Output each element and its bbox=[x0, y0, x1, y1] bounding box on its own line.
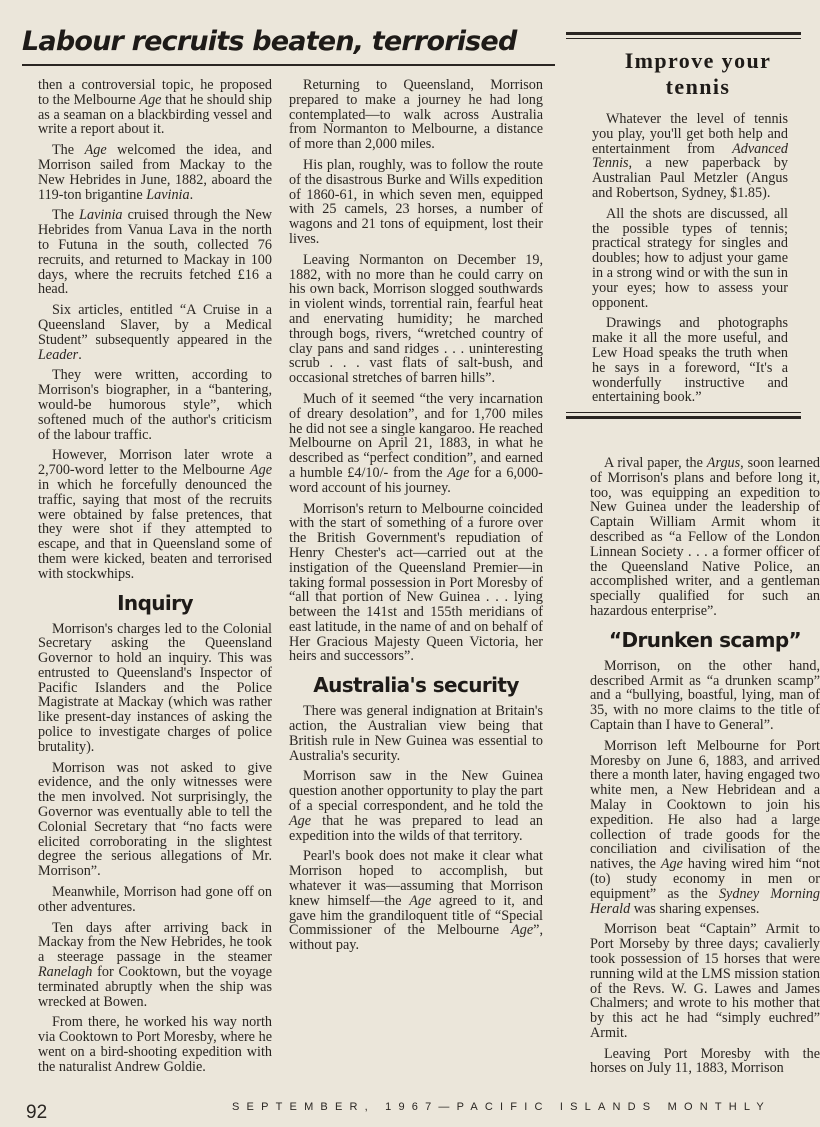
tennis-book-box bbox=[578, 30, 818, 411]
paragraph: The Lavinia cruised through the New Hebrides from Vanua Lava in the north to Futuna in the south, collected 76 recruits, and returned to Mackay in 100 days, where the recruits fetched £16 a head. bbox=[38, 207, 273, 298]
paragraph: Morrison's return to Melbourne coincided with the start of something of a furore over the British Government's repudiation of Henry Chester's act—carried out at the instigation of the Queensland Premier—in taking formal possession in Port Moresby of “all that portion of New Guinea . . . lying between the 141st and 155th meridians of east latitude, in the name of and on behalf of Her Gracious Majesty Queen Victoria, her heirs and successors”. bbox=[289, 500, 543, 665]
paragraph: From there, he worked his way north via Cooktown to Port Moresby, where he went on a bird-shooting expedition with the naturalist Andrew Goldie. bbox=[38, 1014, 272, 1075]
paragraph: Whatever the level of tennis you play, you'll get both help and entertainment from Advanced Tennis, a new paperback by Australian Paul Metzler (Angus and Robertson, Sydney, $1.85). bbox=[592, 111, 788, 201]
paragraph: All the shots are discussed, all the possible types of tennis; practical strategy for singles and doubles; how to adjust your game in a strong wind or with the sun in your eyes; how to assess your opponent. bbox=[592, 205, 788, 311]
paragraph: There was general indignation at Britain's action, the Australian view being that British rule in New Guinea was essential to Australia's security. bbox=[289, 703, 543, 764]
paragraph: Leaving Port Moresby with the horses on July 11, 1883, Morrison bbox=[590, 1045, 820, 1077]
paragraph: Morrison saw in the New Guinea question another opportunity to play the part of a special correspondent, and he told the Age that he was prepared to lead an expedition into the wilds of that territory. bbox=[289, 768, 543, 844]
paragraph: The Age welcomed the idea, and Morrison sailed from Mackay to the New Hebrides in June, 1882, aboard the 119-ton brigantine Lavinia. bbox=[38, 142, 272, 203]
article-column-2 bbox=[289, 78, 543, 959]
paragraph: They were written, according to Morrison's biographer, in a “bantering, would-be humorous style”, which softened much of the author's criticism of the labour traffic. bbox=[38, 367, 272, 443]
paragraph: However, Morrison later wrote a 2,700-word letter to the Melbourne Age in which he forcefully denounced the traffic, saying that most of the recruits were obtained by false pretences, that they were shot if they attempted to escape, and that in Queensland some of them were kicked, beaten and terrorised with stockwhips. bbox=[38, 447, 272, 582]
headline-rule bbox=[22, 64, 555, 66]
page-number: 92 bbox=[26, 1102, 48, 1123]
article-column-3 bbox=[590, 456, 820, 1082]
paragraph: Much of it seemed “the very incarnation of dreary desolation”, and for 1,700 miles he did not see a single kangaroo. He reached Melbourne on April 21, 1883, in what he described as “perfect condition”, and earned a humble £4/10/- from the Age for a 6,000-word account of his journey. bbox=[289, 390, 543, 496]
paragraph: Morrison left Melbourne for Port Moresby on June 6, 1883, and arrived there a month later, having engaged two white men, a New Hebridean and a Malay in Cooktown to join his expedition. He also had a large collection of trade goods for the conciliation and civilisation of the natives, the Age having wired him “not (to) study economy in men or equipment” as the Sydney Morning Herald was sharing expenses. bbox=[590, 737, 820, 917]
paragraph: His plan, roughly, was to follow the route of the disastrous Burke and Wills expedition of 1860-61, in which seven men, equipped with 25 camels, 23 horses, a number of wagons and 21 tons of equipment, lost their lives. bbox=[289, 156, 543, 247]
box-bottom-rule-thick bbox=[566, 416, 801, 419]
paragraph: Meanwhile, Morrison had gone off on other adventures. bbox=[38, 884, 272, 915]
paragraph: Morrison was not asked to give evidence, and the only witnesses were the men involved. Not surprisingly, the Governor was eventually able to tell the Colonial Secretary that “no facts were elicited corroborating in the slightest degree the serious allegations of Mr. Morrison”. bbox=[38, 759, 272, 880]
paragraph: Returning to Queensland, Morrison prepared to make a journey he had long contemplated—to walk across Australia from Normanton to Melbourne, a distance of more than 2,000 miles. bbox=[289, 77, 543, 153]
paragraph: Morrison, on the other hand, described Armit as “a drunken scamp” and a “bullying, boastful, lying, man of 35, with no more claims to the title of Captain than I have to General”. bbox=[590, 657, 820, 733]
paragraph: A rival paper, the Argus, soon learned of Morrison's plans and before long it, too, was equipping an expedition to New Guinea under the leadership of Captain William Armit whom it described as “a Fellow of the London Linnean Society . . . a former officer of the Queensland Native Police, an accomplished writer, and a gentleman specially qualified for such an hazardous enterprise”. bbox=[590, 455, 820, 619]
article-headline: Labour recruits beaten, terrorised bbox=[22, 26, 517, 57]
box-bottom-rule-thin bbox=[566, 412, 801, 413]
box-title: Improve your tennis bbox=[624, 48, 772, 99]
running-footer: SEPTEMBER, 1967—PACIFIC ISLANDS MONTHLY bbox=[232, 1101, 771, 1113]
subheading-australias-security: Australia's security bbox=[313, 673, 519, 698]
paragraph: Morrison's charges led to the Colonial Secretary asking the Queensland Governor to hold an inquiry. This was entrusted to Queensland's Inspector of Pacific Islanders and the Police Magistrate at Mackay (which was rather like present-day instances of asking the police to investigate charges of police brutality). bbox=[38, 620, 272, 755]
article-column-1 bbox=[38, 78, 272, 1081]
paragraph: Six articles, entitled “A Cruise in a Queensland Slaver, by a Medical Student” subsequently appeared in the Leader. bbox=[38, 302, 272, 363]
paragraph: Ten days after arriving back in Mackay from the New Hebrides, he took a steerage passage in the steamer Ranelagh for Cooktown, but the voyage terminated abruptly when the ship was wrecked at Bowen. bbox=[38, 919, 272, 1010]
subheading-drunken-scamp: “Drunken scamp” bbox=[608, 627, 802, 652]
paragraph: Morrison beat “Captain” Armit to Port Morseby by three days; cavalierly took possession of 15 horses that were running wild at the LMS mission station of the Revs. W. G. Lawes and James Chalmers; and wrote to his mother that by this act he had “simply euchred” Armit. bbox=[590, 921, 820, 1041]
box-body bbox=[592, 112, 788, 405]
paragraph: Leaving Normanton on December 19, 1882, with no more than he could carry on his own back, Morrison slogged southwards in violent winds, torrential rain, fearful heat and enervating humidity; he marched through bogs, rivers, “wretched country of clay pans and sand ridges . . . uninteresting scrub . . . vast flats of salt-bush, and occasional stretches of barren hills”. bbox=[289, 251, 543, 387]
paragraph: Drawings and photographs make it all the more useful, and Lew Hoad speaks the truth when he says in a foreword, “It's a wonderfully instructive and entertaining book.” bbox=[592, 315, 788, 406]
paragraph: then a controversial topic, he proposed to the Melbourne Age that he should ship as a seaman on a blackbirding vessel and write a report about it. bbox=[38, 77, 272, 138]
subheading-inquiry: Inquiry bbox=[117, 590, 193, 615]
paragraph: Pearl's book does not make it clear what Morrison hoped to accomplish, but whatever it was—assuming that Morrison knew himself—the Age agreed to it, and gave him the grandiloquent title of “Special Commissioner of the Melbourne Age”, without pay. bbox=[289, 848, 543, 954]
